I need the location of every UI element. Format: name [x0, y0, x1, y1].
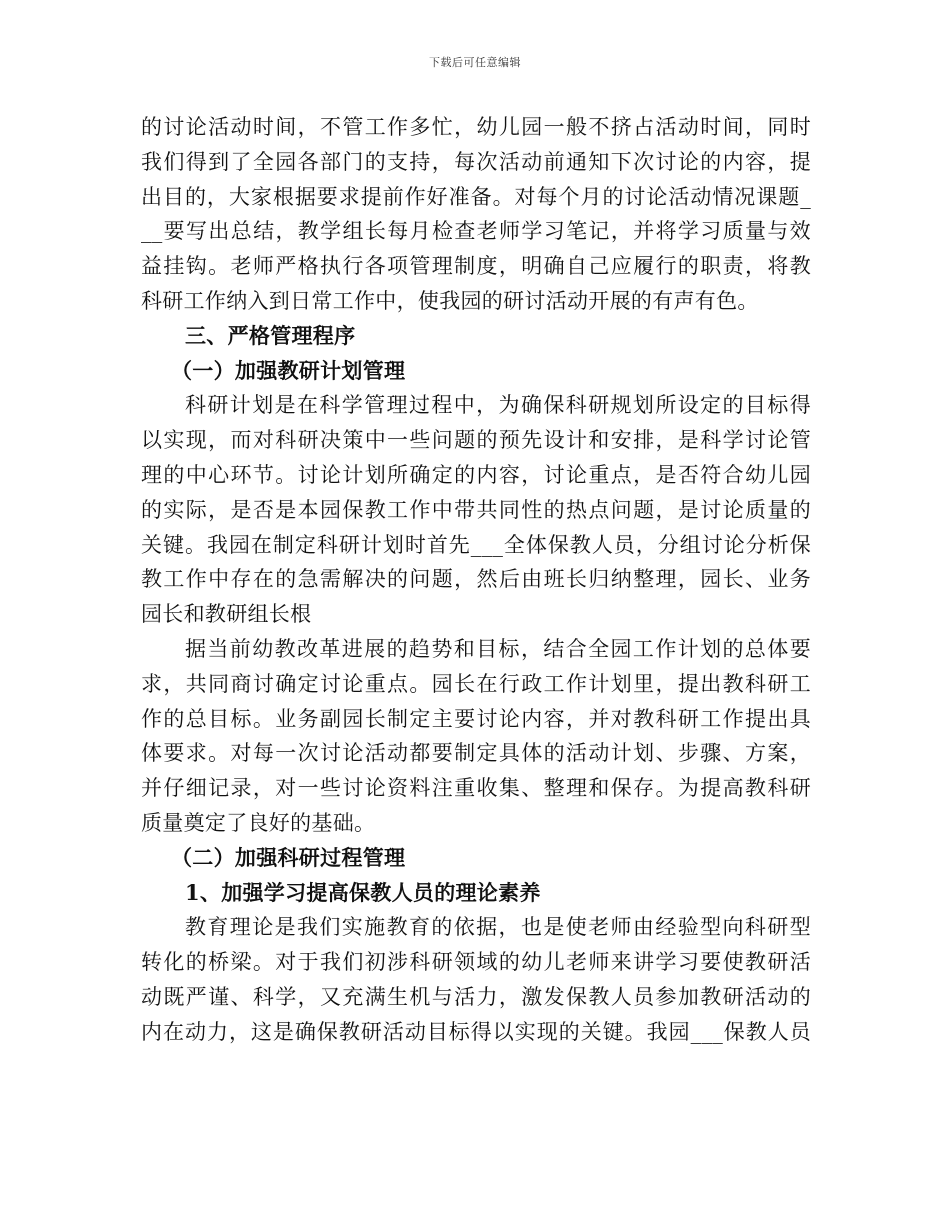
body-line: 动既严谨、科学，又充满生机与活力，激发保教人员参加教研活动的: [141, 984, 811, 1009]
body-line: 并仔细记录，对一些讨论资料注重收集、整理和保存。为提高教科研: [141, 776, 811, 801]
body-line: 质量奠定了良好的基础。: [141, 810, 376, 835]
body-line: 的讨论活动时间，不管工作多忙，幼儿园一般不挤占活动时间，同时: [141, 115, 811, 139]
body-line: 关键。我园在制定科研计划时首先___全体保教人员，分组讨论分析保: [141, 532, 811, 557]
section-heading: 三、严格管理程序: [185, 322, 356, 348]
body-line: 科研工作纳入到日常工作中，使我园的研讨活动开展的有声有色。: [141, 288, 759, 313]
body-line: __要写出总结，教学组长每月检查老师学习笔记，并将学习质量与效: [141, 219, 811, 244]
subsection-heading: 1、加强学习提高保教人员的理论素养: [185, 879, 541, 905]
subsection-heading: （一）加强教研计划管理: [171, 357, 406, 383]
body-line: 园长和教研组长根: [141, 602, 312, 627]
body-line: 体要求。对每一次讨论活动都要制定具体的活动计划、步骤、方案，: [141, 741, 811, 766]
body-line: 我们得到了全园各部门的支持，每次活动前通知下次讨论的内容，提: [141, 149, 811, 174]
body-line: 作的总目标。业务副园长制定主要讨论内容，并对教科研工作提出具: [141, 706, 811, 731]
subsection-heading: （二）加强科研过程管理: [171, 844, 406, 870]
document-body: [141, 110, 811, 1050]
body-line: 益挂钩。老师严格执行各项管理制度，明确自己应履行的职责，将教: [141, 254, 811, 279]
body-line: 求，共同商讨确定讨论重点。园长在行政工作计划里，提出教科研工: [141, 671, 811, 696]
body-line: 出目的，大家根据要求提前作好准备。对每个月的讨论活动情况课题_: [141, 184, 811, 209]
paragraph-first-line: 教育理论是我们实施教育的依据，也是使老师由经验型向科研型: [185, 915, 811, 940]
body-line: 理的中心环节。讨论计划所确定的内容，讨论重点，是否符合幼儿园: [141, 462, 811, 487]
page-header: 下载后可任意编辑: [429, 56, 521, 69]
body-line: 的实际，是否是本园保教工作中带共同性的热点问题，是讨论质量的: [141, 497, 811, 522]
body-line: 内在动力，这是确保教研活动目标得以实现的关键。我园___保教人员: [141, 1019, 811, 1044]
body-line: 转化的桥梁。对于我们初涉科研领域的幼儿老师来讲学习要使教研活: [141, 950, 811, 975]
body-line: 以实现，而对科研决策中一些问题的预先设计和安排，是科学讨论管: [141, 428, 811, 453]
paragraph-first-line: 据当前幼教改革进展的趋势和目标，结合全园工作计划的总体要: [185, 636, 811, 661]
paragraph-first-line: 科研计划是在科学管理过程中，为确保科研规划所设定的目标得: [185, 393, 811, 418]
body-line: 教工作中存在的急需解决的问题，然后由班长归纳整理，园长、业务: [141, 567, 811, 592]
